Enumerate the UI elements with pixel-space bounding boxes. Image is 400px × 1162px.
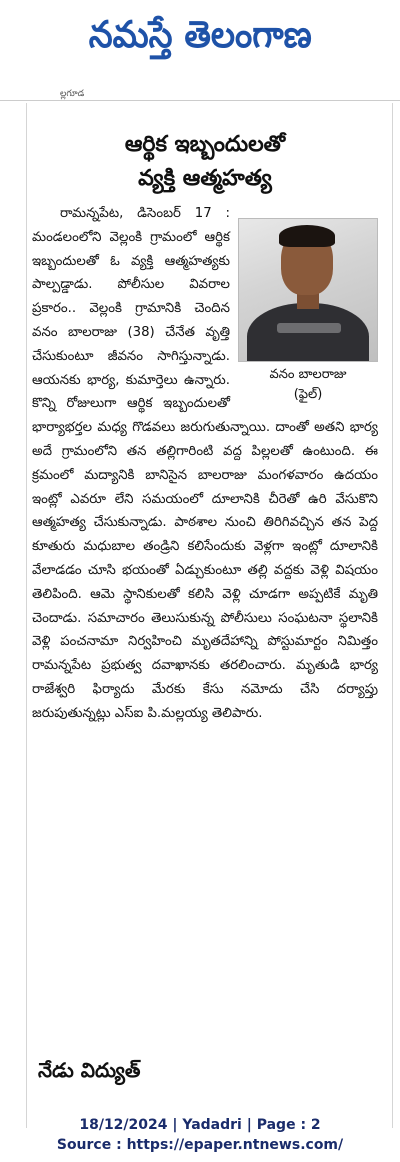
next-article-heading: నేడు విద్యుత్ [38,1058,141,1082]
article-body-wrap [32,202,378,726]
page-footer [0,1115,400,1155]
source-link[interactable]: Source : https://epaper.ntnews.com/ [56,1137,344,1153]
headline-line-1: ఆర్థిక ఇబ్బందులతో [124,132,286,157]
article-headline [32,128,378,196]
cropped-text-fragment: ల్లగూడ [60,89,85,99]
photo-box [238,218,378,405]
headline-line-2: వ్యక్తి ఆత్మహత్య [138,166,272,191]
photo-caption [238,365,378,405]
photo-caption-note: (ఫైల్) [293,387,323,402]
person-photo [238,218,378,362]
masthead-title: నమస్తే తెలంగాణ [88,13,312,56]
news-article [32,128,378,726]
photo-caption-name: వనం బాలరాజు [269,367,347,382]
crop-divider [0,100,400,101]
column-rule-left [26,103,27,1128]
masthead [0,0,400,78]
edition-info: 18/12/2024 | Yadadri | Page : 2 [79,1117,321,1133]
column-rule-right [392,103,393,1128]
article-body-text: రామన్నపేట, డిసెంబర్ 17 : మండలంలోని వెల్లంకి గ్రామంలో ఆర్థిక ఇబ్బందులతో ఓ వ్యక్తి ఆత్మహత్యకు పాల్పడ్డాడు. పోలీసుల వివరాల ప్రకారం.. వెల్లంకి గ్రామానికి చెందిన వనం బాలరాజు (38) చేనేత వృత్తి చేసుకుంటూ జీవనం సాగిస్తున్నాడు. ఆయనకు భార్య, కుమార్తెలు ఉన్నారు. కొన్ని రోజులుగా ఆర్థిక ఇబ్బందులతో భార్యాభర్తల మధ్య గొడవలు జరుగుతున్నాయి. దాంతో అతని భార్య అదే గ్రామంలోని తన తల్లిగారింటి వద్ద పిల్లలతో ఉంటుంది. ఈ క్రమంలో మద్యానికి బానిసైన బాలరాజు మంగళవారం ఉదయం ఇంట్లో ఎవరూ లేని సమయంలో దూలానికి చీరెతో ఉరి వేసుకొని ఆత్మహత్య చేసుకున్నాడు. పాఠశాల నుంచి తిరిగివచ్చిన తన పెద్ద కూతురు మధుబాల తండ్రిని కలిసేందుకు వెళ్లగా ఇంట్లో దూలానికి వేలాడడం చూసి భయంతో ఏడ్చుకుంటూ తల్లి వద్దకు వెళ్లి విషయం తెలిపింది. ఆమె స్థానికులతో కలిసి వెళ్లి చూడగా అప్పటికే మృతి చెందాడు. సమాచారం తెలుసుకున్న పోలీసులు సంఘటనా స్థలానికి వెళ్లి పంచనామా నిర్వహించి మృతదేహాన్ని పోస్టుమార్టం నిమిత్తం రామన్నపేట ప్రభుత్వ దవాఖానకు తరలించారు. మృతుడి భార్య రాజేశ్వరి ఫిర్యాదు మేరకు కేసు నమోదు చేసి దర్యాప్తు జరుపుతున్నట్లు ఎస్ఐ పి.మల్లయ్య తెలిపారు. [32,206,378,721]
